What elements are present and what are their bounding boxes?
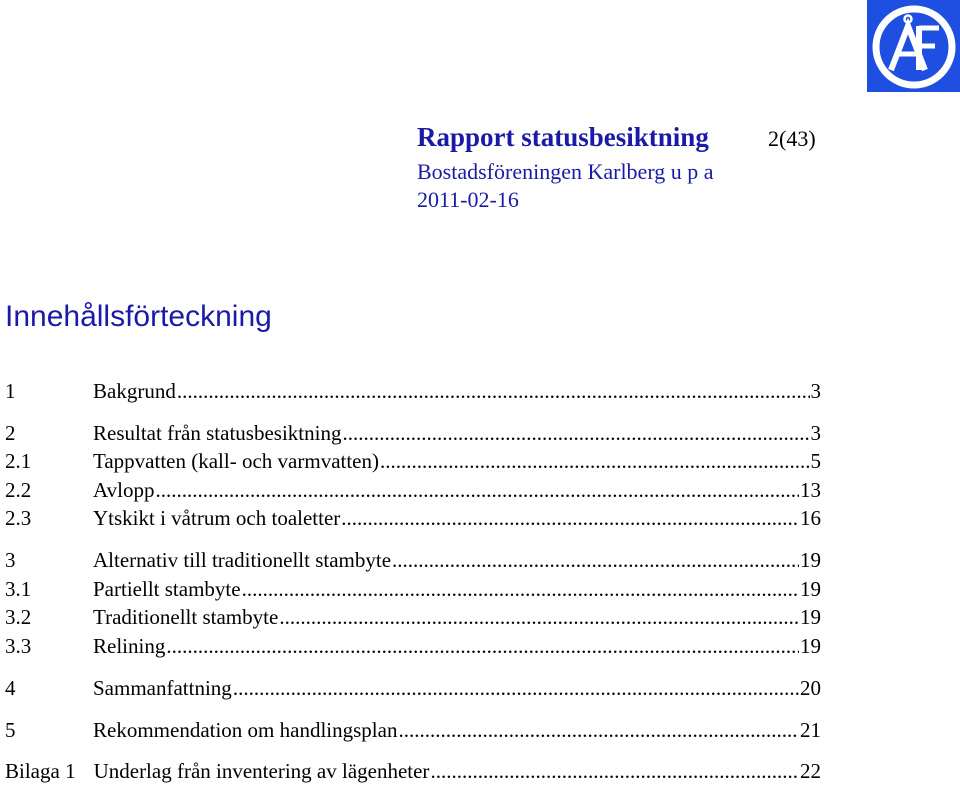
af-logo-icon [867, 0, 960, 92]
toc-entry-page: 3 [810, 379, 821, 403]
toc-entry-label: Tappvatten (kall- och varmvatten) [93, 449, 379, 473]
toc-dot-leader [242, 576, 799, 602]
toc-entry-label: Resultat från statusbesiktning [93, 421, 342, 445]
toc-dot-leader [233, 675, 799, 701]
toc-entry-number: 4 [5, 676, 16, 700]
toc-entry-bilaga-1[interactable] [5, 758, 821, 784]
toc-entry-label: Rekommendation om handlingsplan [93, 718, 398, 742]
toc-dot-leader [430, 758, 799, 784]
toc-entry-number: 3.2 [5, 605, 32, 629]
toc-entry-page: 21 [800, 718, 821, 742]
toc-heading: Innehållsförteckning [5, 300, 272, 333]
page-number: 2(43) [768, 126, 816, 151]
toc-dot-leader [166, 633, 799, 659]
toc-entry-3[interactable] [5, 547, 821, 573]
toc-entry-number: 3.1 [5, 577, 32, 601]
toc-entry-2[interactable] [5, 420, 821, 446]
toc-entry-2-1[interactable] [5, 448, 821, 474]
toc-entry-page: 5 [810, 449, 821, 473]
toc-entry-number: 3 [5, 548, 16, 572]
toc-entry-label: Avlopp [93, 478, 155, 502]
toc-entry-5[interactable] [5, 717, 821, 743]
organization-name: Bostadsföreningen Karlberg u p a [417, 159, 714, 184]
toc-entry-number: 2.1 [5, 449, 32, 473]
toc-entry-number: Bilaga 1 [5, 759, 76, 783]
toc-entry-number: 3.3 [5, 634, 32, 658]
toc-entry-number: 2.2 [5, 478, 32, 502]
report-date: 2011-02-16 [417, 187, 519, 212]
toc-entry-page: 13 [800, 478, 821, 502]
toc-dot-leader [279, 604, 799, 630]
toc-entry-label: Sammanfattning [93, 676, 232, 700]
toc-entry-number: 2.3 [5, 506, 32, 530]
toc-entry-page: 20 [800, 676, 821, 700]
toc-entry-page: 19 [800, 548, 821, 572]
toc-entry-2-2[interactable] [5, 477, 821, 503]
toc-dot-leader [342, 420, 809, 446]
toc-dot-leader [177, 378, 810, 404]
toc-entry-label: Partiellt stambyte [93, 577, 241, 601]
toc-entry-page: 16 [800, 506, 821, 530]
toc-entry-2-3[interactable] [5, 505, 821, 531]
toc-entry-3-1[interactable] [5, 576, 821, 602]
toc-entry-3-2[interactable] [5, 604, 821, 630]
toc-entry-label: Relining [93, 634, 166, 658]
toc-entry-label: Underlag från inventering av lägenheter [93, 759, 430, 783]
toc-dot-leader [380, 448, 810, 474]
toc-entry-number: 5 [5, 718, 16, 742]
report-title: Rapport statusbesiktning [417, 122, 709, 152]
toc-entry-page: 19 [800, 577, 821, 601]
toc-entry-page: 19 [800, 634, 821, 658]
toc-entry-label: Bakgrund [93, 379, 176, 403]
toc-dot-leader [341, 505, 799, 531]
toc-entry-page: 22 [800, 759, 821, 783]
toc-dot-leader [155, 477, 799, 503]
toc-entry-page: 3 [810, 421, 821, 445]
toc-entry-number: 2 [5, 421, 16, 445]
toc-entry-label: Alternativ till traditionellt stambyte [93, 548, 392, 572]
toc-entry-1[interactable] [5, 378, 821, 404]
toc-entry-3-3[interactable] [5, 633, 821, 659]
toc-entry-label: Traditionellt stambyte [93, 605, 279, 629]
toc-entry-number: 1 [5, 379, 16, 403]
toc-entry-label: Ytskikt i våtrum och toaletter [93, 506, 341, 530]
toc-entry-page: 19 [800, 605, 821, 629]
toc-entry-4[interactable] [5, 675, 821, 701]
toc-dot-leader [392, 547, 799, 573]
toc-dot-leader [398, 717, 799, 743]
